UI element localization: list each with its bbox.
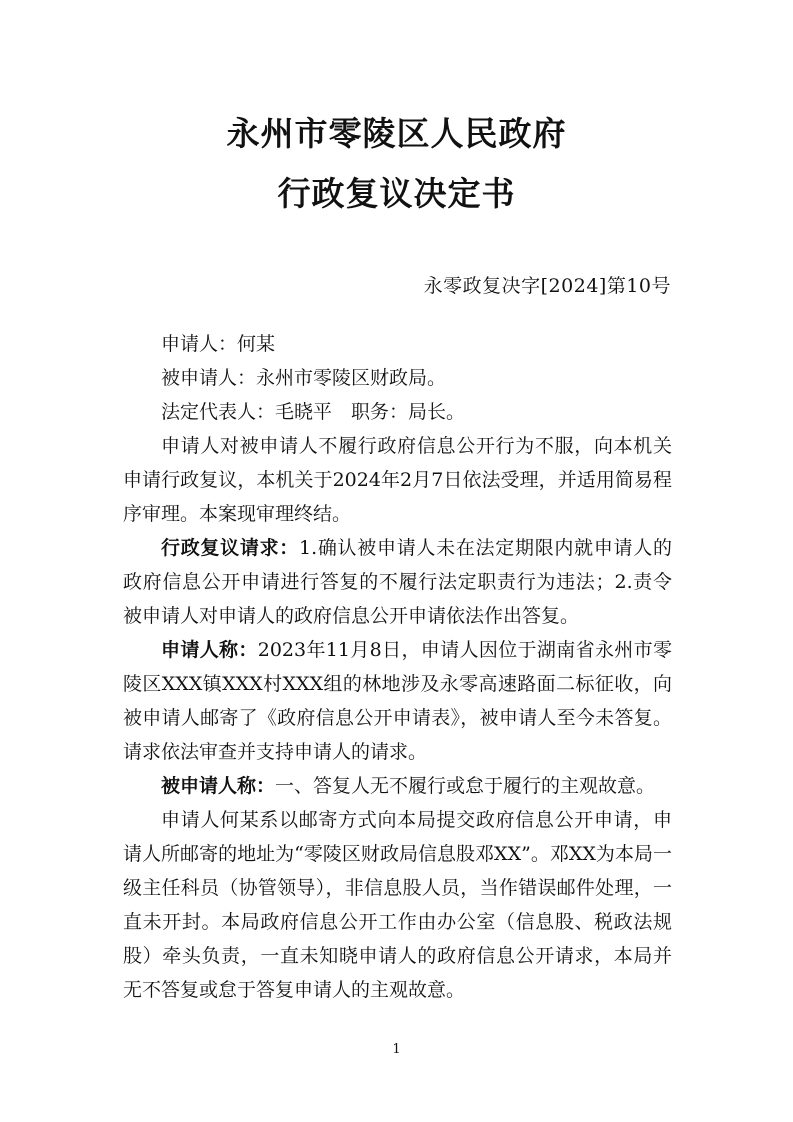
- respondent-claim-label: 被申请人称：: [161, 775, 276, 797]
- respondent-detail-paragraph: 申请人何某系以邮寄方式向本局提交政府信息公开申请，申请人所邮寄的地址为“零陵区财政局信息股邓XX”。邓XX为本局一级主任科员（协管领导），非信息股人员，当作错误邮件处理，一直未开封。本局政府信息公开工作由办公室（信息股、税政法规股）牵头负责，一直未知晓申请人的政府信息公开请求，本局并无不答复或怠于答复申请人的主观故意。: [123, 809, 672, 1001]
- applicant-claim-paragraph: [123, 633, 672, 769]
- request-text: 1.确认被申请人未在法定期限内就申请人的政府信息公开申请进行答复的不履行法定职责行为违法；2.责令被申请人对申请人的政府信息公开申请依法作出答复。: [123, 537, 672, 627]
- applicant-line: 申请人：何某: [161, 333, 276, 355]
- representative-line: 法定代表人：毛晓平 职务：局长。: [161, 401, 466, 423]
- document-body: [123, 327, 672, 1007]
- request-paragraph: [123, 531, 672, 633]
- applicant-claim-text: 2023年11月8日，申请人因位于湖南省永州市零陵区XXX镇XXX村XXX组的林地涉及永零高速路面二标征收，向被申请人邮寄了《政府信息公开申请表》，被申请人至今未答复。请求依法审查并支持申请人的请求。: [123, 639, 672, 763]
- page-number: 1: [392, 1042, 401, 1057]
- respondent-claim-text: 一、答复人无不履行或怠于履行的主观故意。: [275, 775, 656, 797]
- applicant-claim-label: 申请人称：: [161, 639, 258, 661]
- document-number: 永零政复决字[2024]第10号: [423, 275, 671, 297]
- document-title: 行政复议决定书: [277, 174, 516, 213]
- respondent-line: 被申请人：永州市零陵区财政局。: [161, 367, 447, 389]
- intro-paragraph: 申请人对被申请人不履行政府信息公开行为不服，向本机关申请行政复议，本机关于2024年2月7日依法受理，并适用简易程序审理。本案现审理终结。: [123, 435, 672, 525]
- respondent-claim-paragraph: [123, 769, 672, 803]
- request-label: 行政复议请求：: [161, 537, 299, 559]
- issuer-title: 永州市零陵区人民政府: [226, 114, 567, 153]
